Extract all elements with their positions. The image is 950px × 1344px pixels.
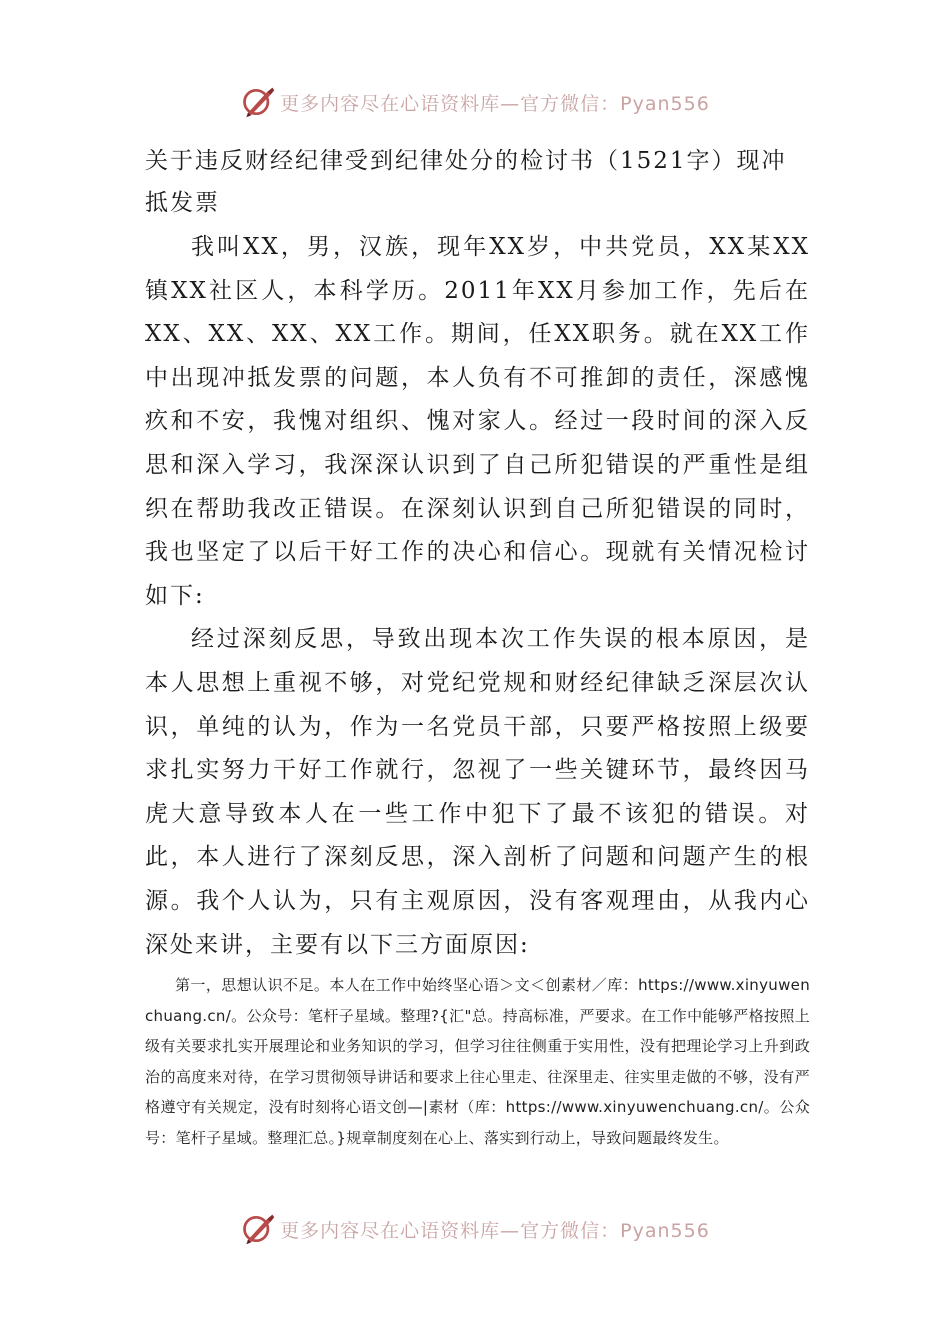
watermark-text: 更多内容尽在心语资料库—官方微信：Pyan556: [280, 92, 710, 115]
document-title: 关于违反财经纪律受到纪律处分的检讨书（1521字）现冲抵发票: [145, 148, 787, 216]
paragraph-intro: 我叫XX，男，汉族，现年XX岁，中共党员，XX某XX镇XX社区人，本科学历。2011年XX月参加工作，先后在XX、XX、XX、XX工作。期间，任XX职务。就在XX工作中出现冲抵发票的问题，本人负有不可推卸的责任，深感愧疚和不安，我愧对组织、愧对家人。经过一段时间的深入反思和深入学习，我深深认识到了自己所犯错误的严重性是组织在帮助我改正错误。在深刻认识到自己所犯错误的同时，我也坚定了以后干好工作的决心和信心。现就有关情况检讨如下:: [145, 234, 810, 609]
header-watermark-banner: [0, 82, 950, 122]
pen-logo-icon: [240, 84, 276, 120]
footer-watermark-banner: [0, 1209, 950, 1249]
watermark-text: 更多内容尽在心语资料库—官方微信：Pyan556: [280, 1219, 710, 1242]
pen-logo-icon: [240, 1211, 276, 1247]
paragraph-reasons: 经过深刻反思，导致出现本次工作失误的根本原因，是本人思想上重视不够，对党纪党规和财经纪律缺乏深层次认识，单纯的认为，作为一名党员干部，只要严格按照上级要求扎实努力干好工作就行，忽视了一些关键环节，最终因马虎大意导致本人在一些工作中犯下了最不该犯的错误。对此，本人进行了深刻反思，深入剖析了问题和问题产生的根源。我个人认为，只有主观原因，没有客观理由，从我内心深处来讲，主要有以下三方面原因:: [145, 626, 810, 958]
document-body: [145, 226, 810, 967]
paragraph-first-reason: 第一，思想认识不足。本人在工作中始终坚心语＞文＜创素材／库：https://www.xinyuwenchuang.cn/。公众号：笔杆子星域。整理?{汇"总。持高标准，严要求。在工作中能够严格按照上级有关要求扎实开展理论和业务知识的学习，但学习往往侧重于实用性，没有把理论学习上升到政治的高度来对待，在学习贯彻领导讲话和要求上往心里走、往深里走、往实里走做的不够，没有严格遵守有关规定，没有时刻将心语文创—|素材（库：https://www.xinyuwenchuang.cn/。公众号：笔杆子星域。整理汇总。}规章制度刻在心上、落实到行动上，导致问题最终发生。: [145, 976, 810, 1147]
